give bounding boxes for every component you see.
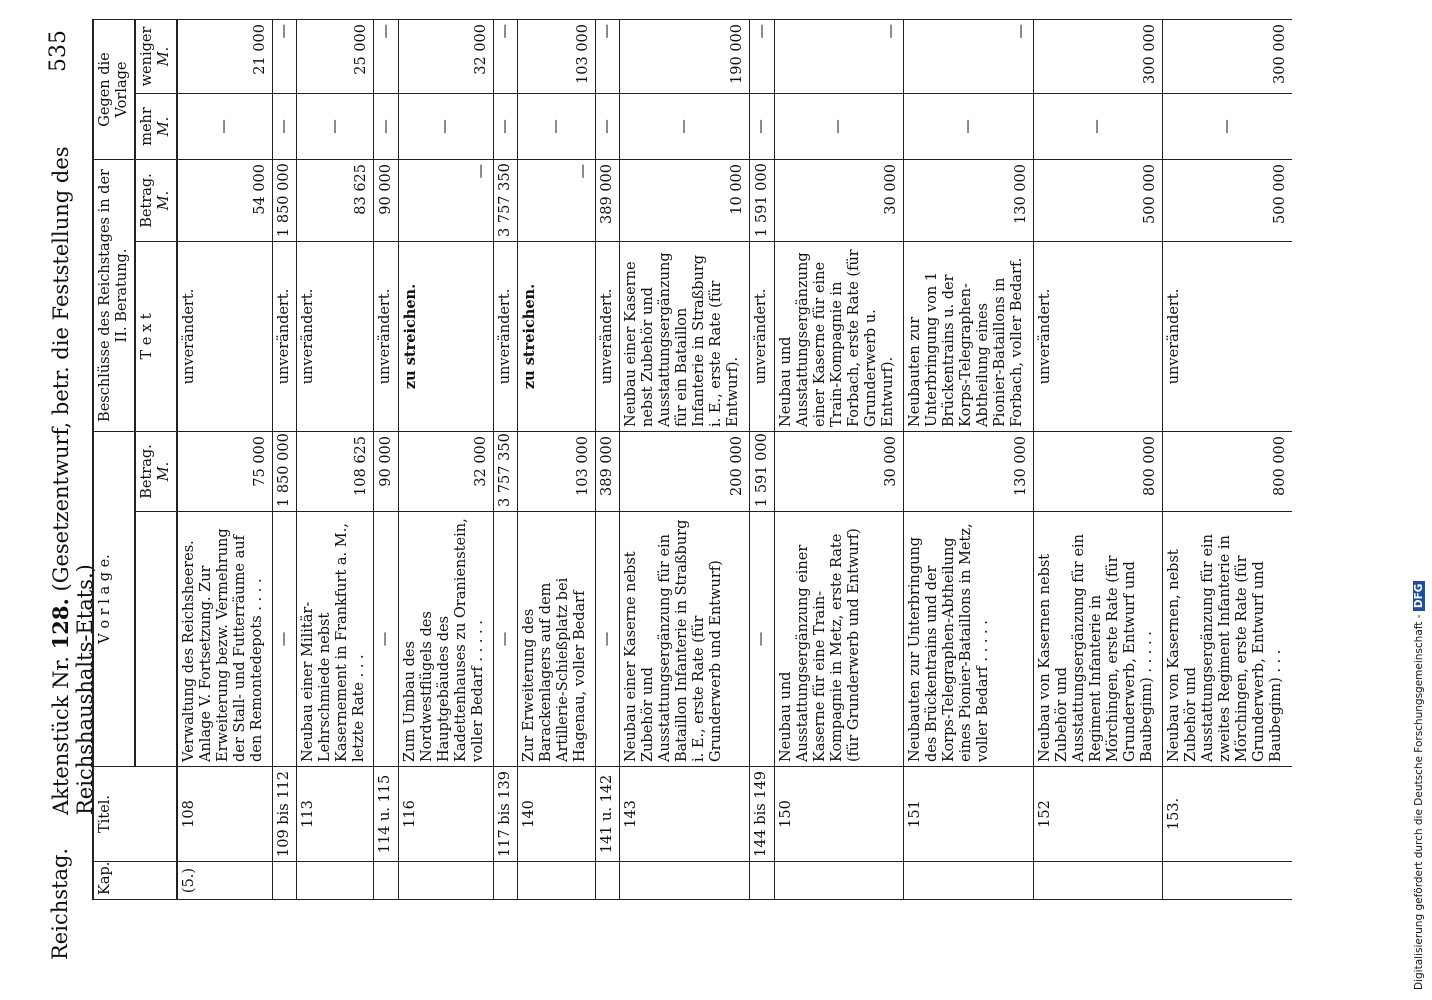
col-betrag2: Betrag. M. <box>135 159 177 241</box>
row-betrag: 75 000 <box>177 431 272 511</box>
table-row <box>493 19 518 899</box>
row-vorlage: Neubau einer Militär-Lehrschmiede nebst Kasernement in Frankfurt a. M., letzte Rate . . . <box>297 512 374 767</box>
row-kap <box>297 862 374 900</box>
col-vorlage: V o r l a g e. <box>93 431 135 766</box>
row-betrag: 90 000 <box>374 431 399 511</box>
row-weniger: — <box>374 19 399 93</box>
row-mehr: — <box>518 93 595 159</box>
table-row <box>1033 19 1163 899</box>
row-vorlage: Zur Erweiterung des Barackenlagers auf dem Artillerie-Schießplatz bei Hagenau, voller Bedarf <box>518 512 595 767</box>
row-vorlage: — <box>272 512 297 767</box>
row-kap <box>399 862 494 900</box>
col-weniger: weniger M. <box>135 19 177 93</box>
row-titel: 144 bis 149 <box>749 767 774 862</box>
row-betrag2: 30 000 <box>774 159 904 241</box>
row-weniger: — <box>774 19 904 93</box>
row-titel: 152 <box>1033 767 1163 862</box>
header-number: 128. <box>48 598 73 650</box>
row-titel: 151 <box>904 767 1034 862</box>
page-number: 535 <box>46 30 71 72</box>
row-mehr: — <box>399 93 494 159</box>
row-beschluss: zu streichen. <box>518 241 595 431</box>
table-row <box>620 19 750 899</box>
row-vorlage: Neubau und Ausstattungsergänzung einer Kaserne für eine Train-Kompagnie in Metz, erste Rate (für Grunderwerb und Entwurf) <box>774 512 904 767</box>
row-beschluss: Neubau und Ausstattungsergänzung einer Kaserne für eine Train-Kompagnie in Forbach, erste Rate (für Grunderwerb u. Entwurf). <box>774 241 904 431</box>
row-titel: 109 bis 112 <box>272 767 297 862</box>
row-betrag: 30 000 <box>774 431 904 511</box>
row-vorlage: Neubau einer Kaserne nebst Zubehör und Ausstattungsergänzung für ein Bataillon Infanterie in Straßburg i. E., erste Rate (für Grunderwerb und Entwurf) <box>620 512 750 767</box>
page-header <box>36 30 97 960</box>
row-mehr: — <box>297 93 374 159</box>
row-betrag: 1 850 000 <box>272 431 297 511</box>
row-weniger: — <box>272 19 297 93</box>
row-titel: 140 <box>518 767 595 862</box>
dfg-logo: DFG <box>1413 581 1425 612</box>
table-body <box>177 19 1292 899</box>
row-weniger: — <box>493 19 518 93</box>
row-beschluss: unverändert. <box>297 241 374 431</box>
row-weniger: 103 000 <box>518 19 595 93</box>
col-kap: Kap. <box>93 862 177 900</box>
row-weniger: — <box>904 19 1034 93</box>
row-titel: 108 <box>177 767 272 862</box>
row-kap <box>774 862 904 900</box>
row-beschluss: unverändert. <box>1163 241 1292 431</box>
row-mehr: — <box>272 93 297 159</box>
row-vorlage: — <box>493 512 518 767</box>
row-betrag2: 3 757 350 <box>493 159 518 241</box>
row-betrag2: — <box>399 159 494 241</box>
row-weniger: 300 000 <box>1033 19 1163 93</box>
row-mehr: — <box>1163 93 1292 159</box>
table-row <box>749 19 774 899</box>
row-vorlage: Verwaltung des Reichsheeres. Anlage V. Fortsetzung. Zur Erweiterung bezw. Vermehrung der Stall- und Futterräume auf den Remontedepots . . . . <box>177 512 272 767</box>
row-titel: 114 u. 115 <box>374 767 399 862</box>
row-beschluss: unverändert. <box>272 241 297 431</box>
col-mehr: mehr M. <box>135 93 177 159</box>
row-titel: 143 <box>620 767 750 862</box>
table-row <box>272 19 297 899</box>
row-weniger: 25 000 <box>297 19 374 93</box>
row-betrag2: 83 625 <box>297 159 374 241</box>
row-betrag2: 90 000 <box>374 159 399 241</box>
row-beschluss: unverändert. <box>177 241 272 431</box>
row-betrag: 108 625 <box>297 431 374 511</box>
row-betrag: 3 757 350 <box>493 431 518 511</box>
row-mehr: — <box>904 93 1034 159</box>
row-titel: 117 bis 139 <box>493 767 518 862</box>
row-kap <box>493 862 518 900</box>
row-weniger: 21 000 <box>177 19 272 93</box>
table-row <box>374 19 399 899</box>
row-betrag: 800 000 <box>1033 431 1163 511</box>
col-text: T e x t <box>135 241 177 431</box>
row-betrag2: 54 000 <box>177 159 272 241</box>
row-beschluss: unverändert. <box>595 241 620 431</box>
row-weniger: — <box>749 19 774 93</box>
watermark-text: Digitalisierung gefördert durch die Deutsche Forschungsgemeinschaft - <box>1413 614 1425 990</box>
row-weniger: — <box>595 19 620 93</box>
table-row <box>518 19 595 899</box>
header-left: Reichstag. <box>48 847 72 960</box>
row-weniger: 300 000 <box>1163 19 1292 93</box>
row-vorlage: Zum Umbau des Nordwestflügels des Hauptgebäudes des Kadettenhauses zu Oranienstein, voller Bedarf . . . . . <box>399 512 494 767</box>
row-beschluss: unverändert. <box>493 241 518 431</box>
header-title: (Gesetzentwurf, betr. die Feststellung des Reichshaushalts-Etats.) <box>49 146 97 815</box>
row-mehr: — <box>749 93 774 159</box>
row-kap <box>904 862 1034 900</box>
table-row <box>904 19 1034 899</box>
header-center <box>48 30 97 815</box>
row-betrag2: 1 591 000 <box>749 159 774 241</box>
row-betrag2: 500 000 <box>1163 159 1292 241</box>
table-row <box>595 19 620 899</box>
row-mehr: — <box>774 93 904 159</box>
col-beschluesse: Beschlüsse des Reichstages in der II. Beratung. <box>93 159 135 431</box>
row-beschluss: unverändert. <box>749 241 774 431</box>
budget-table <box>92 19 1292 900</box>
row-vorlage: Neubau von Kasernen nebst Zubehör und Ausstattungsergänzung für ein Regiment Infanterie in Mörchingen, erste Rate (für Grunderwerb, Entwurf und Baubeginn) . . . . . <box>1033 512 1163 767</box>
row-titel: 116 <box>399 767 494 862</box>
table-row <box>177 19 272 899</box>
table-row <box>1163 19 1292 899</box>
row-beschluss: Neubauten zur Unterbringung von 1 Brückentrains u. der Korps-Telegraphen-Abtheilung eines Pionier-Bataillons in Forbach, voller Bedarf. <box>904 241 1034 431</box>
row-betrag: 103 000 <box>518 431 595 511</box>
watermark <box>1413 581 1425 990</box>
row-kap: (5.) <box>177 862 272 900</box>
row-betrag: 800 000 <box>1163 431 1292 511</box>
row-kap <box>595 862 620 900</box>
row-mehr: — <box>595 93 620 159</box>
row-betrag: 130 000 <box>904 431 1034 511</box>
header-prefix: Aktenstück Nr. <box>49 656 73 815</box>
row-mehr: — <box>374 93 399 159</box>
row-weniger: 190 000 <box>620 19 750 93</box>
row-kap <box>620 862 750 900</box>
row-mehr: — <box>1033 93 1163 159</box>
row-vorlage: Neubauten zur Unterbringung des Brückentrains und der Korps-Telegraphen-Abtheilung eines Pionier-Bataillons in Metz, voller Bedarf . . . . . <box>904 512 1034 767</box>
row-betrag2: 389 000 <box>595 159 620 241</box>
row-betrag2: 1 850 000 <box>272 159 297 241</box>
row-betrag2: 130 000 <box>904 159 1034 241</box>
row-betrag: 1 591 000 <box>749 431 774 511</box>
row-mehr: — <box>493 93 518 159</box>
row-beschluss: Neubau einer Kaserne nebst Zubehör und Ausstattungsergänzung für ein Bataillon Infanterie in Straßburg i. E., erste Rate (für Entwurf). <box>620 241 750 431</box>
row-beschluss: unverändert. <box>1033 241 1163 431</box>
table-row <box>399 19 494 899</box>
col-betrag: Betrag. M. <box>135 431 177 511</box>
row-kap <box>374 862 399 900</box>
row-vorlage: Neubau von Kasernen, nebst Zubehör und Ausstattungsergänzung für ein zweites Regiment Infanterie in Mörchingen, erste Rate (für Grunderwerb, Entwurf und Baubeginn) . . . <box>1163 512 1292 767</box>
row-mehr: — <box>177 93 272 159</box>
row-beschluss: unverändert. <box>374 241 399 431</box>
row-titel: 113 <box>297 767 374 862</box>
row-vorlage: — <box>374 512 399 767</box>
row-kap <box>272 862 297 900</box>
row-titel: 153. <box>1163 767 1292 862</box>
row-beschluss: zu streichen. <box>399 241 494 431</box>
table-row <box>774 19 904 899</box>
row-titel: 141 u. 142 <box>595 767 620 862</box>
row-kap <box>1163 862 1292 900</box>
row-kap <box>1033 862 1163 900</box>
row-titel: 150 <box>774 767 904 862</box>
row-betrag: 200 000 <box>620 431 750 511</box>
row-kap <box>518 862 595 900</box>
row-betrag2: 500 000 <box>1033 159 1163 241</box>
row-vorlage: — <box>749 512 774 767</box>
col-vorlage-text <box>135 512 177 767</box>
row-kap <box>749 862 774 900</box>
row-weniger: 32 000 <box>399 19 494 93</box>
row-mehr: — <box>620 93 750 159</box>
row-betrag: 32 000 <box>399 431 494 511</box>
row-vorlage: — <box>595 512 620 767</box>
row-betrag2: — <box>518 159 595 241</box>
row-betrag: 389 000 <box>595 431 620 511</box>
col-gegen: Gegen die Vorlage <box>93 19 135 159</box>
row-betrag2: 10 000 <box>620 159 750 241</box>
col-titel: Titel. <box>93 767 177 862</box>
table-row <box>297 19 374 899</box>
